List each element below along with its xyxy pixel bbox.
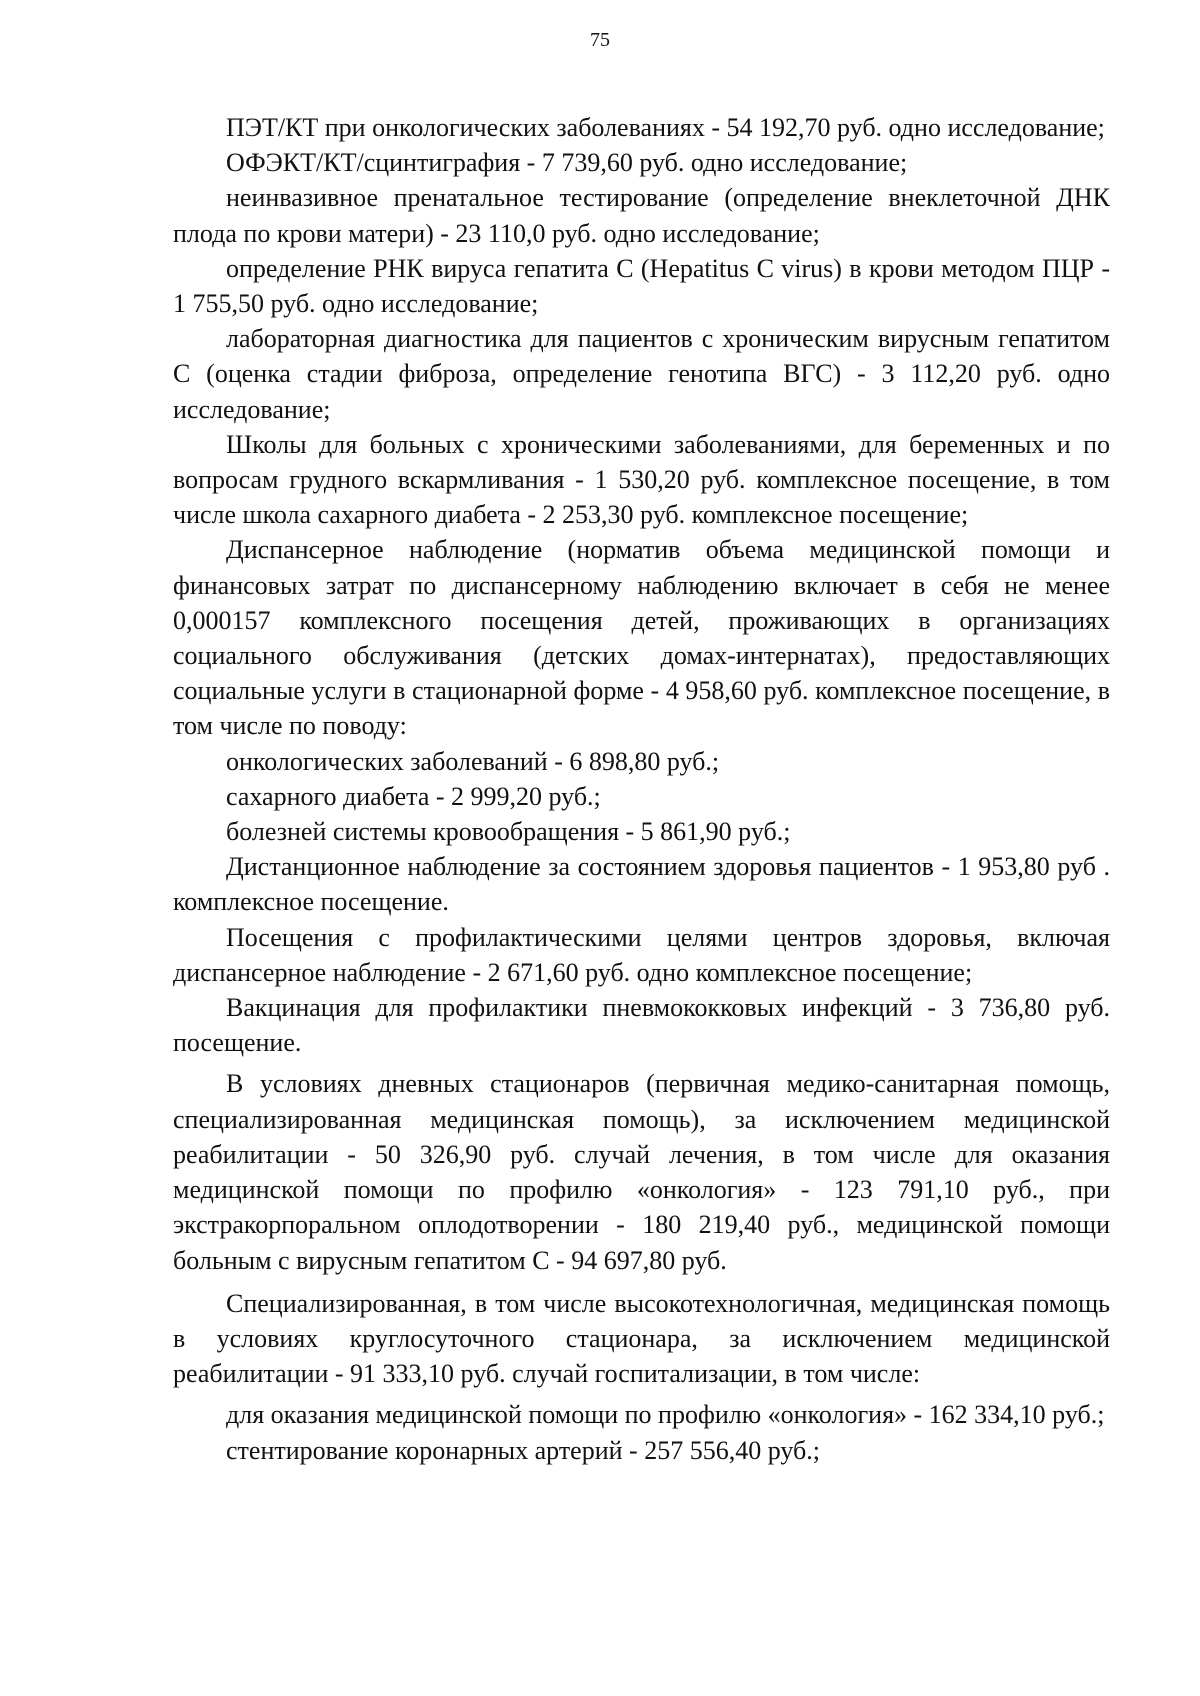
paragraph-pet-ct: ПЭТ/КТ при онкологических заболеваниях - 54 192,70 руб. одно исследование; bbox=[226, 113, 1105, 142]
paragraph-oncology: онкологических заболеваний - 6 898,80 руб.; bbox=[226, 746, 720, 776]
paragraph-circulatory: болезней системы кровообращения - 5 861,90 руб.; bbox=[226, 817, 791, 847]
paragraph-dispensary: Диспансерное наблюдение (норматив объема медицинской помощи и финансовых затрат по диспансерному наблюдению включает в себя не менее 0,000157 комплексного посещения детей, проживающих в организациях социального обслуживания (детских домах-интернатах), предоставляющих социальные услуги в стационарной форме - 4 958,60 руб. комплексное посещение, в том числе по поводу: bbox=[173, 535, 1110, 741]
paragraph-health-centers: Посещения с профилактическими целями центров здоровья, включая диспансерное наблюдение - 2 671,60 руб. одно комплексное посещение; bbox=[173, 922, 1110, 987]
document-body bbox=[173, 110, 1110, 1468]
paragraph-day-hospital: В условиях дневных стационаров (первичная медико-санитарная помощь, специализированная медицинская помощь), за исключением медицинской реабилитации - 50 326,90 руб. случай лечения, в том числе для оказания медицинской помощи по профилю «онкология» - 123 791,10 руб., при экстракорпоральном оплодотворении - 180 219,40 руб., медицинской помощи больным с вирусным гепатитом С - 94 697,80 руб. bbox=[173, 1069, 1110, 1275]
page-number: 75 bbox=[590, 29, 610, 51]
paragraph-vaccination: Вакцинация для профилактики пневмококковых инфекций - 3 736,80 руб. посещение. bbox=[173, 993, 1110, 1058]
paragraph-remote-monitoring: Дистанционное наблюдение за состоянием здоровья пациентов - 1 953,80 руб . комплексное посещение. bbox=[173, 852, 1110, 917]
paragraph-diabetes: сахарного диабета - 2 999,20 руб.; bbox=[226, 781, 601, 811]
paragraph-hepatitis-lab: лабораторная диагностика для пациентов с хроническим вирусным гепатитом С (оценка стадии фиброза, определение генотипа ВГС) - 3 112,20 руб. одно исследование; bbox=[173, 324, 1110, 424]
paragraph-specialized-care: Специализированная, в том числе высокотехнологичная, медицинская помощь в условиях круглосуточного стационара, за исключением медицинской реабилитации - 91 333,10 руб. случай госпитализации, в том числе: bbox=[173, 1288, 1110, 1389]
paragraph-ofekt: ОФЭКТ/КТ/сцинтиграфия - 7 739,60 руб. одно исследование; bbox=[226, 148, 908, 178]
paragraph-schools: Школы для больных с хроническими заболеваниями, для беременных и по вопросам грудного вскармливания - 1 530,20 руб. комплексное посещение, в том числе школа сахарного диабета - 2 253,30 руб. комплексное посещение; bbox=[173, 429, 1110, 530]
paragraph-hepatitis-rna: определение РНК вируса гепатита С (Hepatitus C virus) в крови методом ПЦР - 1 755,50 руб. одно исследование; bbox=[173, 253, 1110, 319]
paragraph-stenting: стентирование коронарных артерий - 257 556,40 руб.; bbox=[226, 1435, 820, 1465]
paragraph-prenatal-test: неинвазивное пренатальное тестирование (определение внеклеточной ДНК плода по крови матери) - 23 110,0 руб. одно исследование; bbox=[173, 183, 1110, 248]
paragraph-oncology-profile: для оказания медицинской помощи по профилю «онкология» - 162 334,10 руб.; bbox=[226, 1400, 1105, 1430]
